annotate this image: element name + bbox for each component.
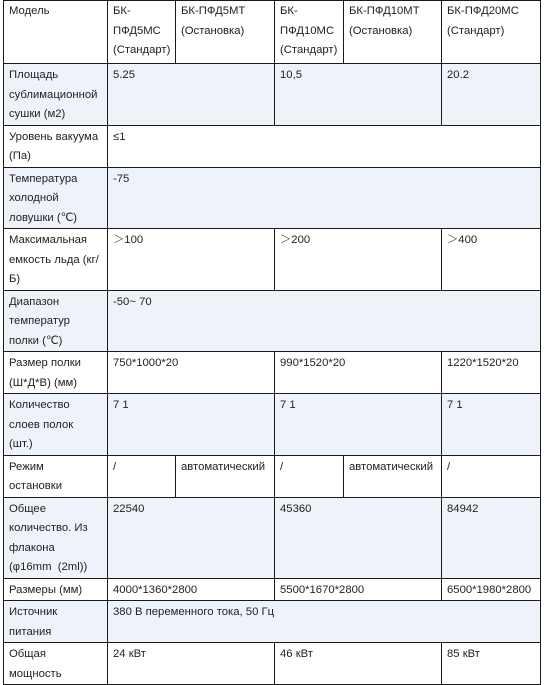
header-text: БК-ПФД10МТ	[349, 5, 420, 17]
header-text: ПФД5МС	[113, 24, 161, 37]
header-text: БК-	[280, 5, 298, 17]
row-label-text: сублимационной	[9, 88, 98, 101]
header-text: БК-	[113, 5, 131, 17]
cell-value: 46 кВт	[275, 643, 442, 685]
row-label	[4, 167, 108, 229]
cell-value: ＞100	[108, 229, 275, 291]
header-text: БК-ПФД5МТ	[181, 5, 246, 17]
table-row-shelf-size	[4, 352, 541, 394]
row-label-text: Температура	[9, 172, 78, 185]
table-row-area	[4, 64, 541, 126]
row-label-text: полки (℃)	[9, 334, 63, 347]
cell-value: 1220*1520*20	[442, 352, 541, 394]
cell-value: автоматический	[344, 455, 442, 497]
row-label-text: холодной	[9, 192, 59, 204]
row-label	[4, 497, 108, 578]
row-label-text: количество. Из	[9, 522, 88, 534]
header-text: (Стандарт)	[447, 24, 505, 37]
row-label	[4, 394, 108, 456]
header-text: (Остановка)	[349, 24, 413, 37]
table-header-row	[4, 1, 541, 64]
header-col-bk-pfd20ms	[442, 1, 541, 64]
row-label-text: Размеры (мм)	[9, 583, 83, 596]
header-text: (Остановка)	[181, 24, 245, 37]
cell-value: /	[275, 455, 344, 497]
row-label-text: остановки	[9, 480, 63, 492]
row-label	[4, 64, 108, 126]
cell-value: 6500*1980*2800	[442, 578, 541, 601]
cell-value: 20.2	[442, 64, 541, 126]
table-row-shelf-temp	[4, 290, 541, 352]
cell-value: 7 1	[108, 394, 275, 456]
table-row-vials	[4, 497, 541, 578]
row-label-text: Режим	[9, 460, 44, 473]
cell-value: 990*1520*20	[275, 352, 442, 394]
row-label-text: Площадь	[9, 69, 59, 81]
row-label-text: Количество	[9, 399, 70, 411]
row-label-text: (Ш*Д*В) (мм)	[9, 376, 78, 389]
cell-value: ＞200	[275, 229, 442, 291]
cell-value: 750*1000*20	[108, 352, 275, 394]
header-text: (Стандарт)	[280, 44, 338, 56]
row-label-text: температур	[9, 315, 70, 327]
cell-value: -50~ 70	[108, 290, 541, 352]
header-col-bk-pfd5mt	[176, 1, 275, 64]
table-row-stop-mode	[4, 455, 541, 497]
row-label-text: Источник	[9, 606, 58, 618]
header-col-bk-pfd5ms	[108, 1, 176, 64]
row-label-text: емкость льда (кг/	[9, 253, 99, 266]
spec-table	[3, 0, 541, 685]
table-row-total-power	[4, 643, 541, 685]
table-row-ice-capacity	[4, 229, 541, 291]
table-row-cold-trap	[4, 167, 541, 229]
row-label-text: Б)	[9, 273, 21, 285]
table-row-dimensions	[4, 578, 541, 601]
header-text: БК-ПФД20МС	[447, 5, 519, 17]
cell-value: автоматический	[176, 455, 275, 497]
row-label-text: (Па)	[9, 150, 31, 162]
cell-value: /	[108, 455, 176, 497]
cell-value: 5500*1670*2800	[275, 578, 442, 601]
row-label-text: ловушки (℃)	[9, 211, 78, 224]
row-label-text: Максимальная	[9, 234, 88, 246]
row-label	[4, 578, 108, 601]
table-row-shelf-layers	[4, 394, 541, 456]
cell-value: ＞400	[442, 229, 541, 291]
row-label-text: Общая	[9, 648, 46, 660]
cell-value: /	[442, 455, 541, 497]
header-model-label	[4, 1, 108, 64]
table-row-power-source	[4, 601, 541, 643]
cell-value: 22540	[108, 497, 275, 578]
cell-value: 84942	[442, 497, 541, 578]
header-text: ПФД10МС	[280, 24, 335, 37]
row-label-text: (φ16mm (2ml))	[9, 561, 88, 573]
row-label-text: (шт.)	[9, 438, 33, 450]
row-label-text: Общее	[9, 502, 46, 515]
row-label	[4, 290, 108, 352]
row-label	[4, 352, 108, 394]
row-label-text: слоев полок	[9, 418, 74, 431]
cell-value: 10,5	[275, 64, 442, 126]
header-text: (Стандарт)	[113, 44, 171, 56]
cell-value: 5.25	[108, 64, 275, 126]
row-label-text: Уровень вакуума	[9, 130, 99, 143]
row-label	[4, 125, 108, 167]
header-col-bk-pfd10ms	[275, 1, 344, 64]
row-label-text: сушки (м2)	[9, 108, 66, 120]
cell-value: 7 1	[275, 394, 442, 456]
cell-value: -75	[108, 167, 541, 229]
cell-value: 380 В переменного тока, 50 Гц	[108, 601, 541, 643]
header-col-bk-pfd10mt	[344, 1, 442, 64]
row-label-text: мощность	[9, 667, 62, 680]
cell-value: 4000*1360*2800	[108, 578, 275, 601]
row-label-text: Размер полки	[9, 357, 81, 369]
cell-value: ≤1	[108, 125, 541, 167]
row-label-text: питания	[9, 625, 52, 638]
row-label	[4, 455, 108, 497]
cell-value: 7 1	[442, 394, 541, 456]
row-label	[4, 601, 108, 643]
row-label	[4, 643, 108, 685]
row-label-text: Диапазон	[9, 295, 60, 308]
cell-value: 85 кВт	[442, 643, 541, 685]
row-label-text: флакона	[9, 541, 55, 554]
cell-value: 45360	[275, 497, 442, 578]
header-model-text: Модель	[9, 5, 50, 17]
row-label	[4, 229, 108, 291]
table-row-vacuum	[4, 125, 541, 167]
cell-value: 24 кВт	[108, 643, 275, 685]
